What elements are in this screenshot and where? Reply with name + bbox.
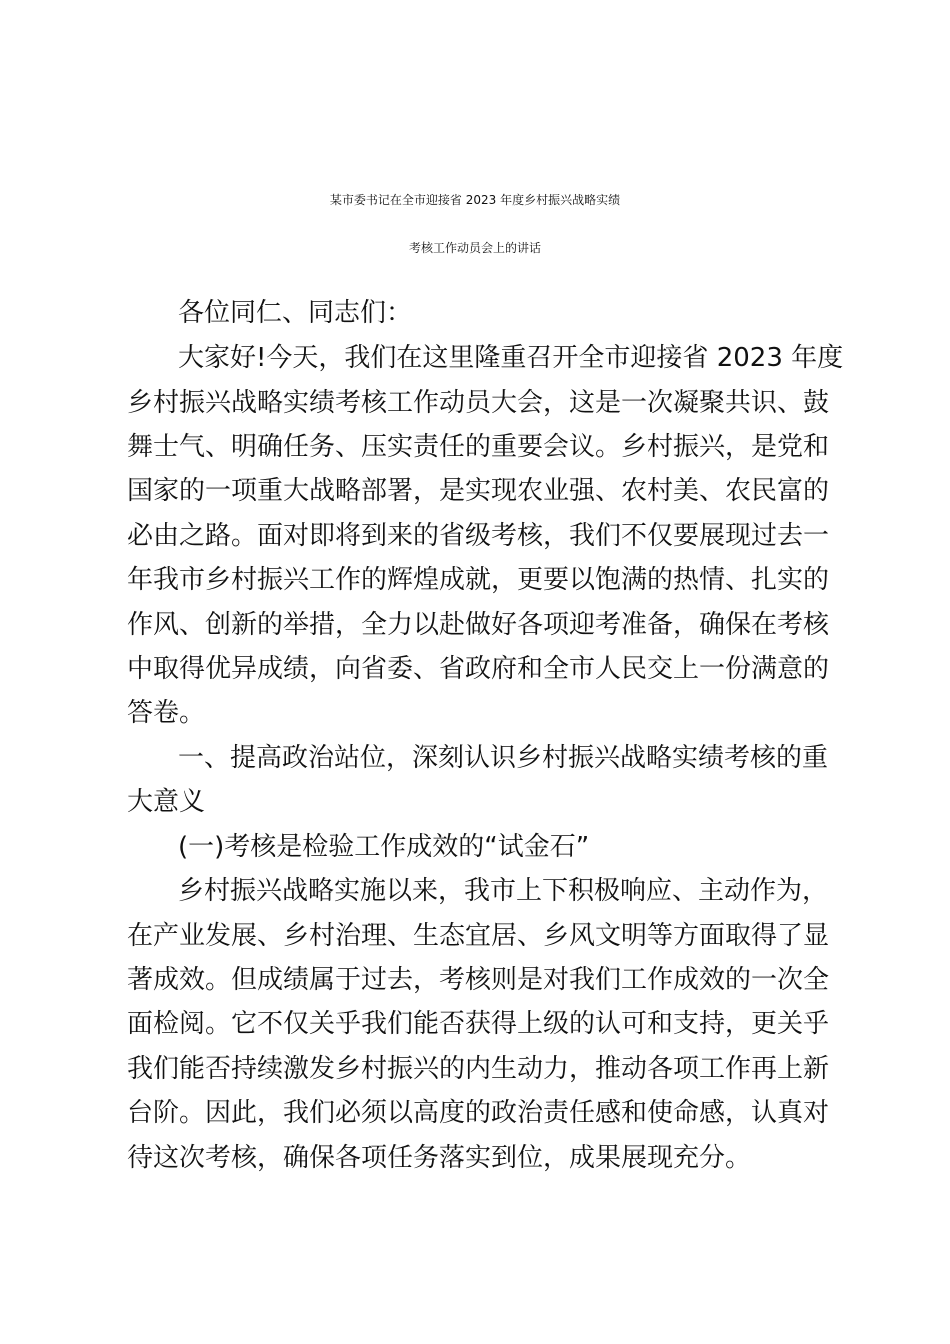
title-line-2: 考核工作动员会上的讲话: [408, 241, 541, 255]
paragraph-line: 面检阅。它不仅关乎我们能否获得上级的认可和支持，更关乎: [127, 1009, 830, 1039]
paragraph-line: 著成效。但成绩属于过去，考核则是对我们工作成效的一次全: [127, 965, 830, 995]
paragraph-line: 在产业发展、乡村治理、生态宜居、乡风文明等方面取得了显: [127, 921, 830, 951]
paragraph-line: 必由之路。面对即将到来的省级考核，我们不仅要展现过去一: [127, 521, 830, 551]
salutation: 各位同仁、同志们：: [178, 298, 413, 328]
paragraph-line: 作风、创新的举措，全力以赴做好各项迎考准备，确保在考核: [127, 610, 830, 640]
paragraph-line: 我们能否持续激发乡村振兴的内生动力，推动各项工作再上新: [127, 1054, 830, 1084]
paragraph-line: 年我市乡村振兴工作的辉煌成就，更要以饱满的热情、扎实的: [127, 565, 830, 595]
paragraph-line: 乡村振兴战略实绩考核工作动员大会，这是一次凝聚共识、鼓: [127, 388, 830, 418]
paragraph-line: 答卷。: [127, 698, 206, 728]
paragraph-line: 中取得优异成绩，向省委、省政府和全市人民交上一份满意的: [127, 654, 830, 684]
paragraph-line: 国家的一项重大战略部署，是实现农业强、农村美、农民富的: [127, 476, 830, 506]
title-line-1: 某市委书记在全市迎接省 2023 年度乡村振兴战略实绩: [329, 193, 621, 207]
paragraph-line: 台阶。因此，我们必须以高度的政治责任感和使命感，认真对: [127, 1098, 830, 1128]
paragraph-line: 乡村振兴战略实施以来，我市上下积极响应、主动作为，: [178, 876, 829, 906]
section-heading-line: 一、提高政治站位，深刻认识乡村振兴战略实绩考核的重: [178, 743, 829, 773]
paragraph-line: 舞士气、明确任务、压实责任的重要会议。乡村振兴，是党和: [127, 432, 830, 462]
paragraph-line: 大家好!今天，我们在这里隆重召开全市迎接省 2023 年度: [178, 343, 844, 373]
section-heading-line: 大意义: [127, 787, 206, 817]
subsection-heading: (一)考核是检验工作成效的“试金石”: [178, 832, 590, 862]
paragraph-line: 待这次考核，确保各项任务落实到位，成果展现充分。: [127, 1143, 752, 1173]
